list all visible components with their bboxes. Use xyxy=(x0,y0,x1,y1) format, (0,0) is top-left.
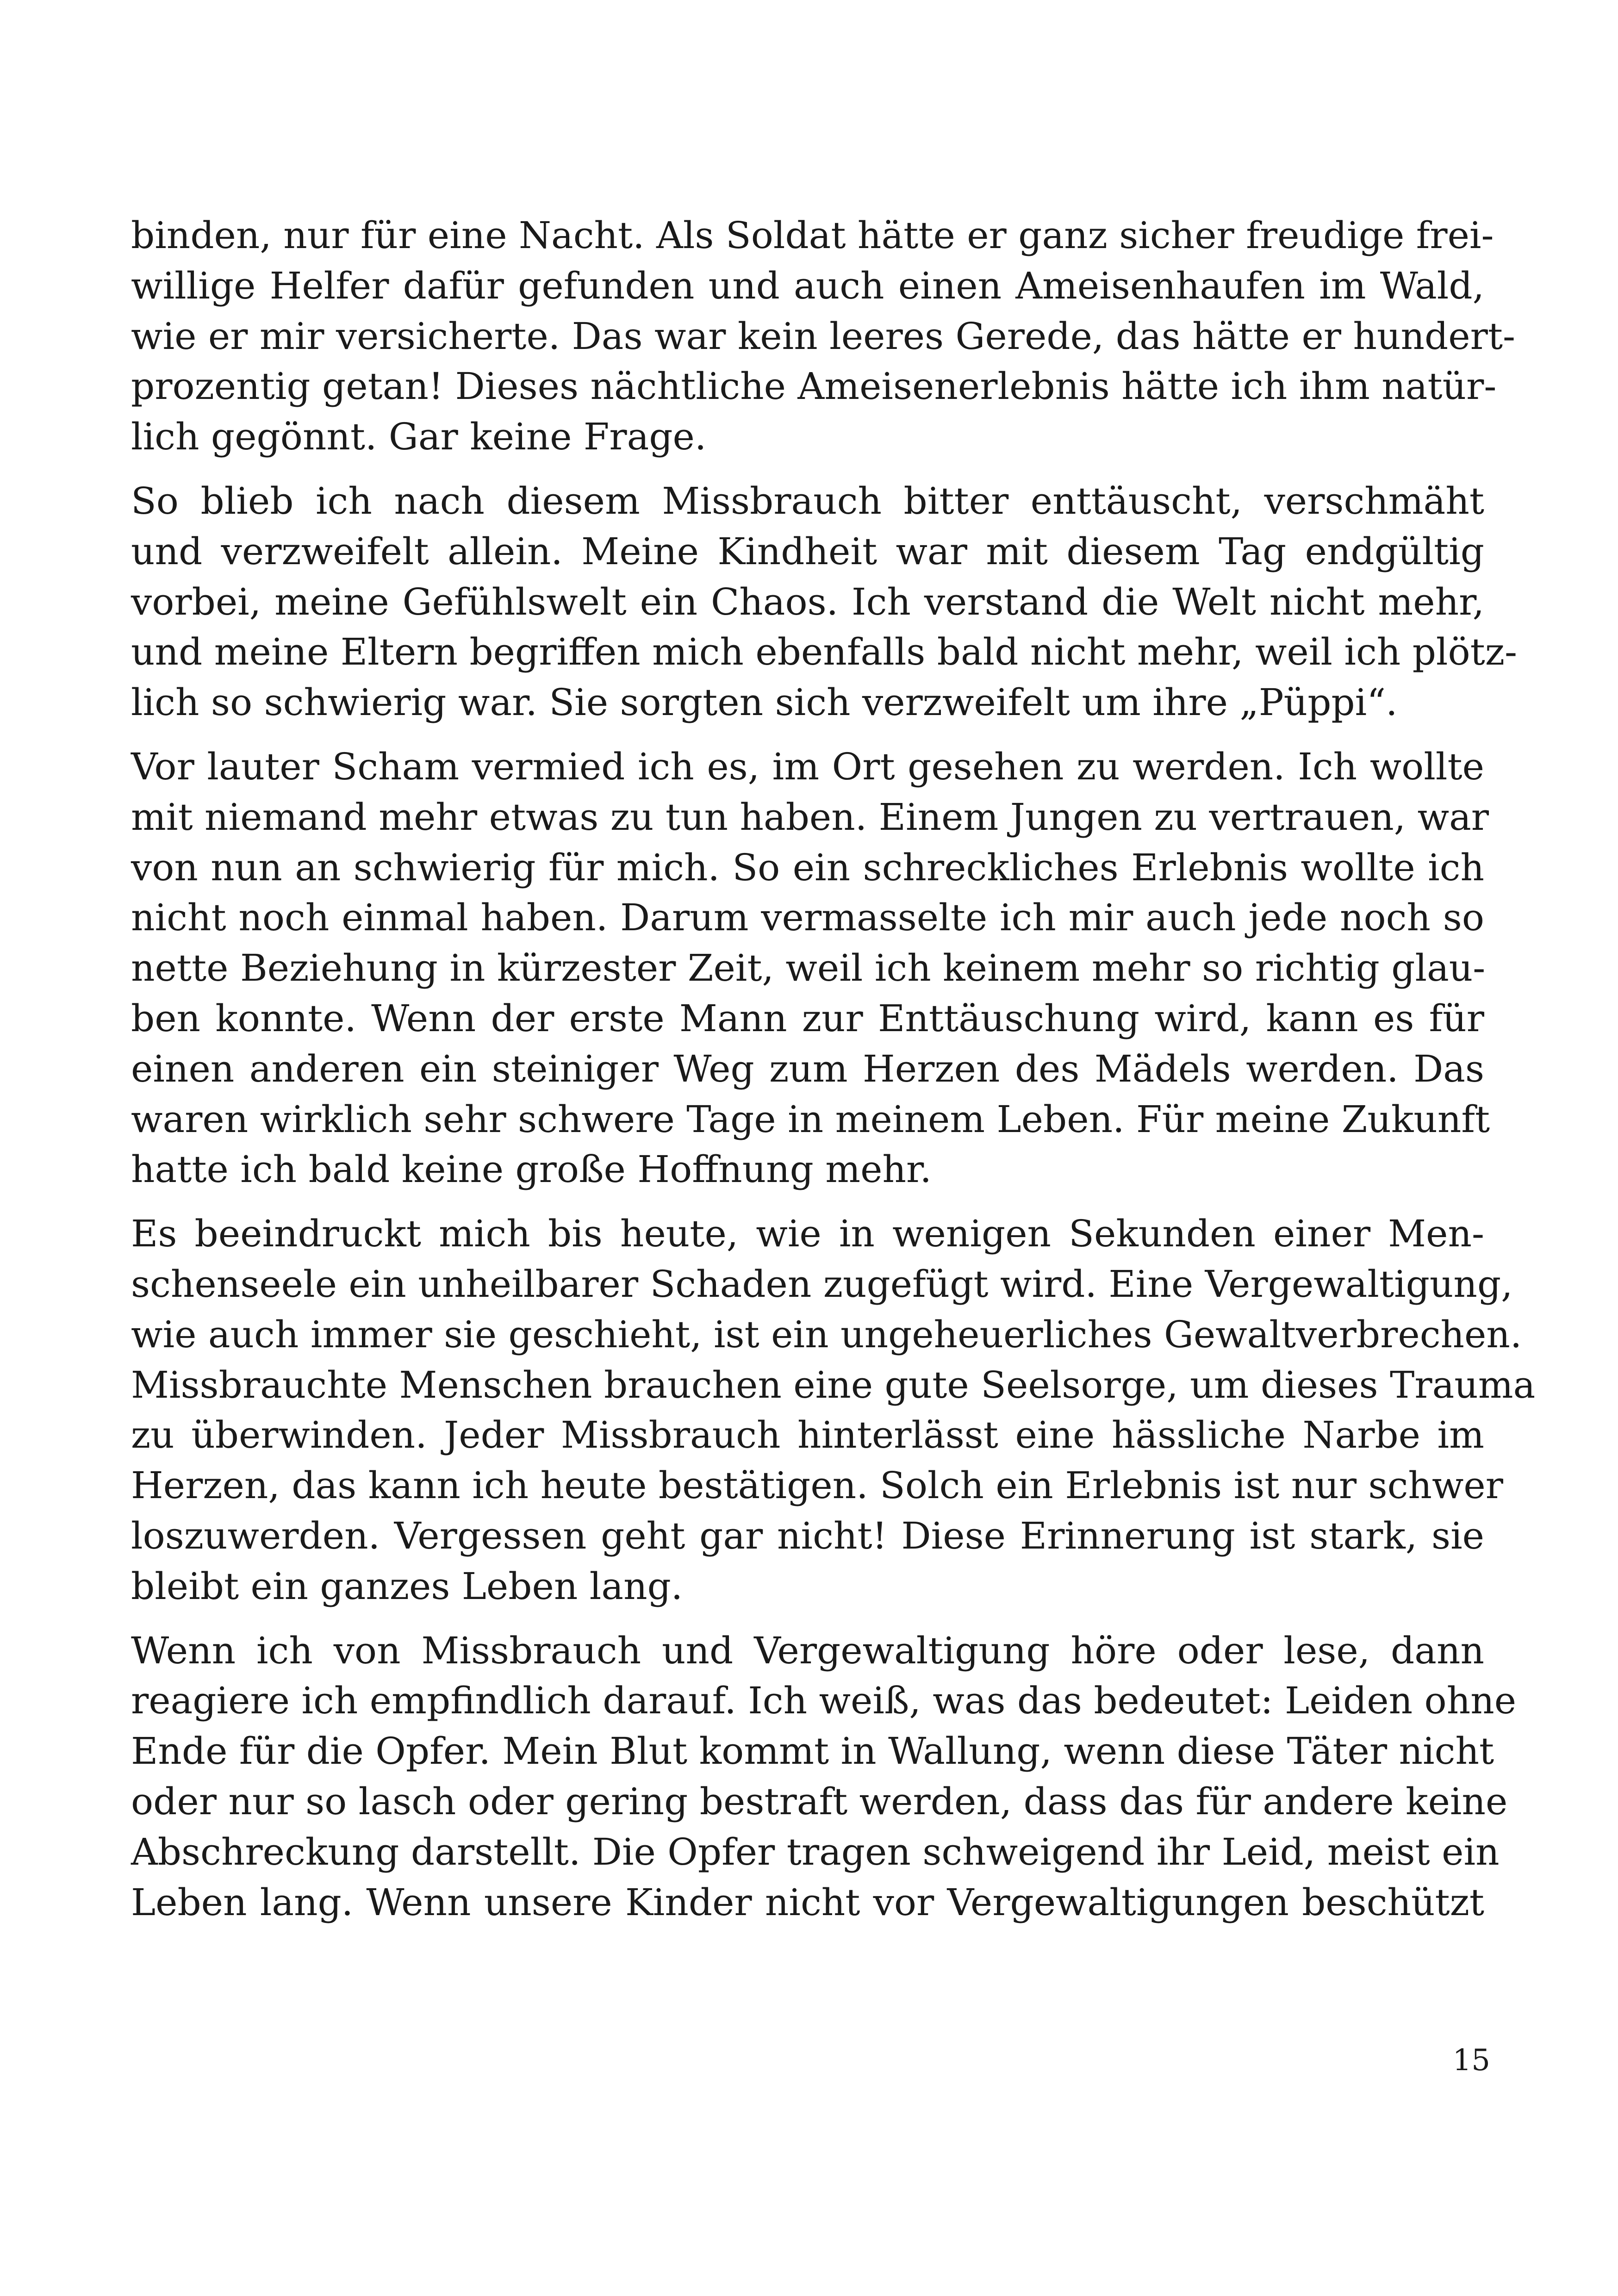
text-line: waren wirklich sehr schwere Tage in meinem Leben. Für meine Zukunft xyxy=(131,1097,1490,1141)
paragraph xyxy=(131,742,1490,1195)
text-line: reagiere ich empfindlich darauf. Ich weiß, was das bedeutet: Leiden ohne xyxy=(131,1679,1517,1723)
text-line: wie er mir versicherte. Das war kein leeres Gerede, das hätte er hundert- xyxy=(131,314,1516,358)
text-line: schenseele ein unheilbarer Schaden zugefügt wird. Eine Vergewaltigung, xyxy=(131,1262,1513,1306)
text-line: Es beeindruckt mich bis heute, wie in wenigen Sekunden einer Men- xyxy=(131,1212,1484,1256)
text-line: und meine Eltern begriffen mich ebenfalls bald nicht mehr, weil ich plötz- xyxy=(131,630,1517,674)
text-line: prozentig getan! Dieses nächtliche Ameisenerlebnis hätte ich ihm natür- xyxy=(131,365,1497,408)
paragraph xyxy=(131,1209,1536,1612)
text-line: zu überwinden. Jeder Missbrauch hinterlässt eine hässliche Narbe im xyxy=(131,1413,1484,1457)
text-line: von nun an schwierig für mich. So ein schreckliches Erlebnis wollte ich xyxy=(131,846,1484,889)
text-line: mit niemand mehr etwas zu tun haben. Einem Jungen zu vertrauen, war xyxy=(131,795,1489,839)
text-line: nicht noch einmal haben. Darum vermasselte ich mir auch jede noch so xyxy=(131,896,1484,940)
text-line: lich gegönnt. Gar keine Frage. xyxy=(131,415,707,459)
text-line: vorbei, meine Gefühlswelt ein Chaos. Ich verstand die Welt nicht mehr, xyxy=(131,580,1484,623)
text-line: ben konnte. Wenn der erste Mann zur Enttäuschung wird, kann es für xyxy=(131,996,1484,1040)
text-line: loszuwerden. Vergessen geht gar nicht! Diese Erinnerung ist stark, sie xyxy=(131,1514,1484,1557)
text-line: So blieb ich nach diesem Missbrauch bitter enttäuscht, verschmäht xyxy=(131,479,1484,523)
text-line: hatte ich bald keine große Hoffnung mehr. xyxy=(131,1148,932,1191)
text-line: wie auch immer sie geschieht, ist ein ungeheuerliches Gewaltverbrechen. xyxy=(131,1313,1522,1356)
text-line: Leben lang. Wenn unsere Kinder nicht vor Vergewaltigungen beschützt xyxy=(131,1880,1484,1924)
text-line: Abschreckung darstellt. Die Opfer tragen schweigend ihr Leid, meist ein xyxy=(131,1830,1500,1873)
text-line: willige Helfer dafür gefunden und auch einen Ameisenhaufen im Wald, xyxy=(131,264,1484,307)
paragraph xyxy=(131,476,1517,728)
text-line: und verzweifelt allein. Meine Kindheit war mit diesem Tag endgültig xyxy=(131,529,1484,573)
text-line: lich so schwierig war. Sie sorgten sich verzweifelt um ihre „Püppi“. xyxy=(131,681,1398,724)
text-line: einen anderen ein steiniger Weg zum Herzen des Mädels werden. Das xyxy=(131,1047,1484,1090)
text-line: binden, nur für eine Nacht. Als Soldat hätte er ganz sicher freudige frei- xyxy=(131,214,1494,257)
text-line: Wenn ich von Missbrauch und Vergewaltigung höre oder lese, dann xyxy=(131,1629,1484,1672)
text-line: Herzen, das kann ich heute bestätigen. Solch ein Erlebnis ist nur schwer xyxy=(131,1464,1503,1507)
page-number: 15 xyxy=(1452,2043,1490,2078)
text-line: bleibt ein ganzes Leben lang. xyxy=(131,1564,683,1608)
text-line: Missbrauchte Menschen brauchen eine gute Seelsorge, um dieses Trauma xyxy=(131,1363,1536,1406)
text-line: oder nur so lasch oder gering bestraft werden, dass das für andere keine xyxy=(131,1780,1508,1823)
paragraph xyxy=(131,211,1516,462)
text-line: Ende für die Opfer. Mein Blut kommt in Wallung, wenn diese Täter nicht xyxy=(131,1730,1494,1773)
text-line: nette Beziehung in kürzester Zeit, weil ich keinem mehr so richtig glau- xyxy=(131,946,1486,990)
body-text xyxy=(131,211,1536,1941)
text-line: Vor lauter Scham vermied ich es, im Ort gesehen zu werden. Ich wollte xyxy=(131,745,1484,788)
paragraph xyxy=(131,1626,1517,1928)
